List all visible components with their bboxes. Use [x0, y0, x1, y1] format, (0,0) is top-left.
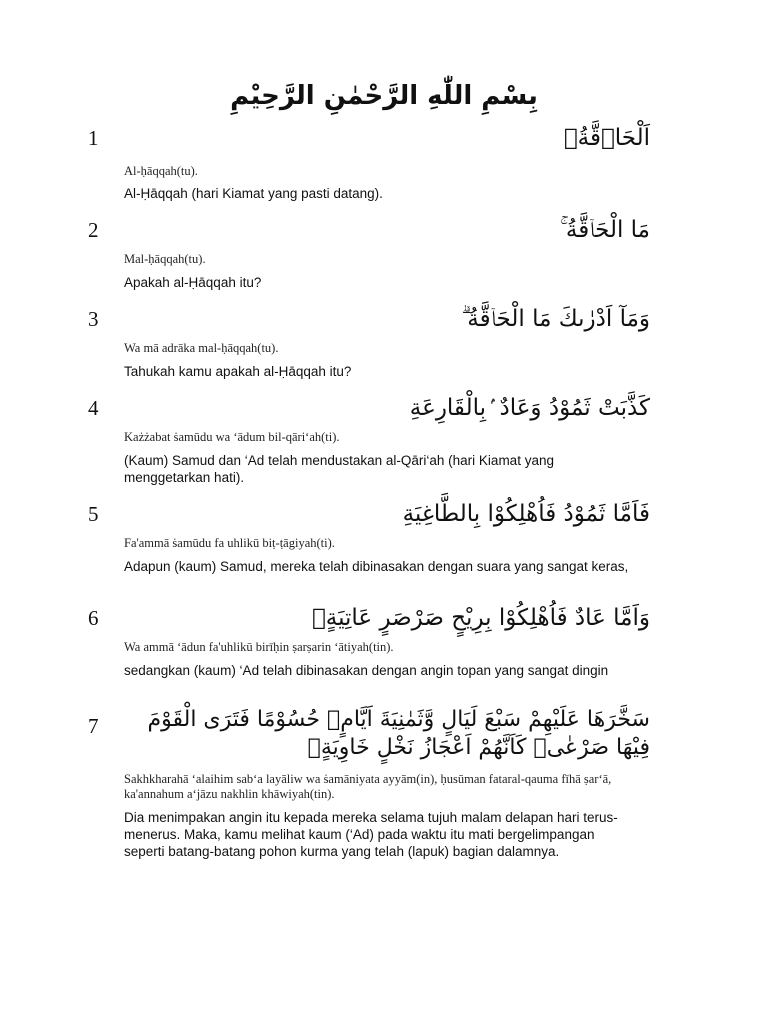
verse-transliteration: Sakhkharahā ‘alaihim sab‘a layāliw wa ṡamāniyata ayyām(in), ḥusūman fataral-qauma fīhā ṣar‘ā, ka'annahum a‘jāzu nakhlin khāwiyah(tin).: [124, 772, 612, 801]
verse-arabic: اَلْحَاۤقَّةُۙ: [563, 125, 650, 151]
verse-number: 3: [88, 307, 99, 331]
verse-transliteration: Mal-ḥāqqah(tu).: [124, 252, 206, 266]
verse-number: 5: [88, 502, 99, 526]
verse-arabic: كَذَّبَتْ ثَمُوْدُ وَعَادٌ ۢبِالْقَارِعَةِ: [409, 395, 650, 421]
verse-translation: Al-Ḥāqqah (hari Kiamat yang pasti datang).: [124, 186, 383, 201]
verse-transliteration: Każżabat ṡamūdu wa ‘ādum bil-qāri‘ah(ti).: [124, 430, 340, 444]
verse-translation: (Kaum) Samud dan ‘Ad telah mendustakan al-Qāri‘ah (hari Kiamat yang menggetarkan hati).: [124, 453, 554, 485]
verse-number: 6: [88, 606, 99, 630]
verse-transliteration: Al-ḥāqqah(tu).: [124, 164, 198, 178]
verse-arabic: فَاَمَّا ثَمُوْدُ فَاُهْلِكُوْا بِالطَّاغِيَةِ: [402, 501, 650, 527]
verse-translation: sedangkan (kaum) ‘Ad telah dibinasakan dengan angin topan yang sangat dingin: [124, 663, 609, 678]
verse-translation: Apakah al-Ḥāqqah itu?: [124, 275, 262, 290]
verse-arabic: سَخَّرَهَا عَلَيْهِمْ سَبْعَ لَيَالٍ وَّثَمٰنِيَةَ اَيَّامٍۙ حُسُوْمًا فَتَرَى الْقَوْمَ فِيْهَا صَرْعٰىۙ كَاَنَّهُمْ اَعْجَازُ نَخْلٍ خَاوِيَةٍۚ: [147, 707, 650, 760]
verse-number: 4: [88, 396, 99, 420]
verse-translation: Tahukah kamu apakah al-Ḥāqqah itu?: [124, 364, 352, 379]
basmala-heading: بِسْمِ اللّٰهِ الرَّحْمٰنِ الرَّحِيْمِ: [230, 81, 538, 111]
verse-arabic: وَاَمَّا عَادٌ فَاُهْلِكُوْا بِرِيْحٍ صَرْصَرٍ عَاتِيَةٍۙ: [311, 605, 650, 631]
verse-arabic: مَا الْحَاۤقَّةُ ۚ: [560, 217, 650, 243]
verse-number: 1: [88, 126, 99, 150]
verse-transliteration: Wa mā adrāka mal-ḥāqqah(tu).: [124, 341, 279, 355]
verse-arabic: وَمَآ اَدْرٰىكَ مَا الْحَاۤقَّةُ ۗ: [461, 306, 650, 332]
verse-number: 7: [88, 714, 99, 738]
verse-number: 2: [88, 218, 99, 242]
verse-transliteration: Fa'ammā ṡamūdu fa uhlikū biṭ-ṭāgiyah(ti).: [124, 536, 335, 550]
verse-transliteration: Wa ammā ‘ādun fa'uhlikū birīḥin ṣarṣarin ‘ātiyah(tin).: [124, 640, 394, 654]
verse-translation: Adapun (kaum) Samud, mereka telah dibinasakan dengan suara yang sangat keras,: [124, 559, 629, 574]
verse-translation: Dia menimpakan angin itu kepada mereka selama tujuh malam delapan hari terus-menerus. Maka, kamu melihat kaum (‘Ad) pada waktu itu mati bergelimpangan seperti batang-batang pohon kurma yang telah (lapuk) bagian dalamnya.: [124, 810, 618, 859]
